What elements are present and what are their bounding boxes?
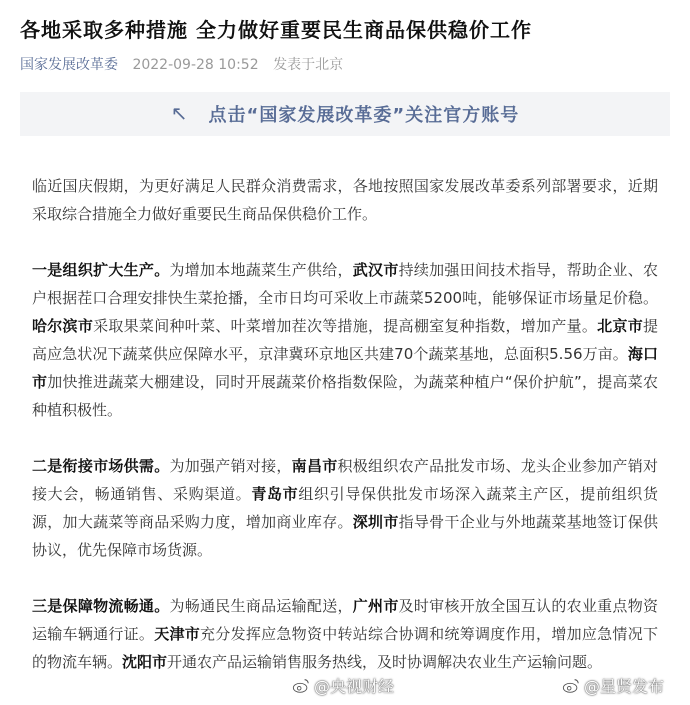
paragraph-logistics (32, 592, 658, 676)
paragraph-market (32, 452, 658, 564)
follow-account-banner[interactable] (20, 92, 670, 136)
watermark-text: @央视财经 (314, 677, 395, 696)
publish-date: 2022-09-28 10:52 (132, 57, 259, 73)
section-heading: 一是组织扩大生产。 (32, 261, 170, 279)
section-heading: 二是衔接市场供需。 (32, 457, 170, 475)
paragraph-text: 采取果菜间种叶菜、叶菜增加茬次等措施，提高棚室复种指数，增加产量。 (93, 317, 598, 335)
paragraph-text: 为增加本地蔬菜生产供给， (169, 261, 353, 279)
city-name: 海口市 (32, 345, 658, 391)
watermark-cctv-finance (292, 674, 394, 697)
article-meta (20, 54, 343, 74)
follow-banner-text: 点击“国家发展改革委”关注官方账号 (208, 105, 520, 126)
paragraph-production (32, 256, 658, 424)
city-name: 天津市 (154, 625, 201, 643)
article-body (32, 172, 658, 704)
section-heading: 三是保障物流畅通。 (32, 597, 170, 615)
paragraph-text: 提高应急状况下蔬菜供应保障水平，京津冀环京地区共建70个蔬菜基地，总面积5.56万亩。 (32, 317, 658, 363)
city-name: 深圳市 (352, 513, 399, 531)
paragraph-text: 充分发挥应急物资中转站综合协调和统筹调度作用，增加应急情况下的物流车辆。 (32, 625, 658, 671)
publish-location: 发表于北京 (273, 57, 344, 73)
city-name: 南昌市 (291, 457, 338, 475)
city-name: 广州市 (352, 597, 399, 615)
source-account-link[interactable]: 国家发展改革委 (20, 57, 118, 73)
paragraph-text: 加快推进蔬菜大棚建设，同时开展蔬菜价格指数保险，为蔬菜种植户“保价护航”，提高菜农种植积极性。 (32, 373, 658, 419)
paragraph-text: 积极组织农产品批发市场、龙头企业参加产销对接大会，畅通销售、采购渠道。 (32, 457, 658, 503)
paragraph-text: 为加强产销对接， (169, 457, 292, 475)
paragraph-text: 及时审核开放全国互认的农业重点物资运输车辆通行证。 (32, 597, 658, 643)
city-name: 武汉市 (352, 261, 399, 279)
watermark-publisher (562, 674, 664, 697)
city-name: 沈阳市 (122, 653, 168, 671)
paragraph-text: 持续加强田间技术指导，帮助企业、农户根据茬口合理安排快生菜抢播，全市日均可采收上市蔬菜5200吨，能够保证市场量足价稳。 (32, 261, 658, 307)
weibo-icon (562, 677, 580, 695)
watermark-text: @星贤发布 (584, 677, 665, 696)
paragraph-text: 开通农产品运输销售服务热线，及时协调解决农业生产运输问题。 (167, 653, 603, 671)
arrow-up-left-icon: ↖ (170, 101, 189, 125)
article-title: 各地采取多种措施 全力做好重要民生商品保供稳价工作 (20, 18, 532, 42)
paragraph-text: 指导骨干企业与外地蔬菜基地签订保供协议，优先保障市场货源。 (32, 513, 658, 559)
city-name: 青岛市 (251, 485, 299, 503)
city-name: 哈尔滨市 (32, 317, 94, 335)
city-name: 北京市 (597, 317, 643, 335)
weibo-icon (292, 677, 310, 695)
paragraph-text: 组织引导保供批发市场深入蔬菜主产区，提前组织货源，加大蔬菜等商品采购力度，增加商业库存。 (32, 485, 658, 531)
paragraph-text: 为畅通民生商品运输配送， (169, 597, 353, 615)
paragraph-intro: 临近国庆假期，为更好满足人民群众消费需求，各地按照国家发展改革委系列部署要求，近期采取综合措施全力做好重要民生商品保供稳价工作。 (32, 177, 658, 223)
